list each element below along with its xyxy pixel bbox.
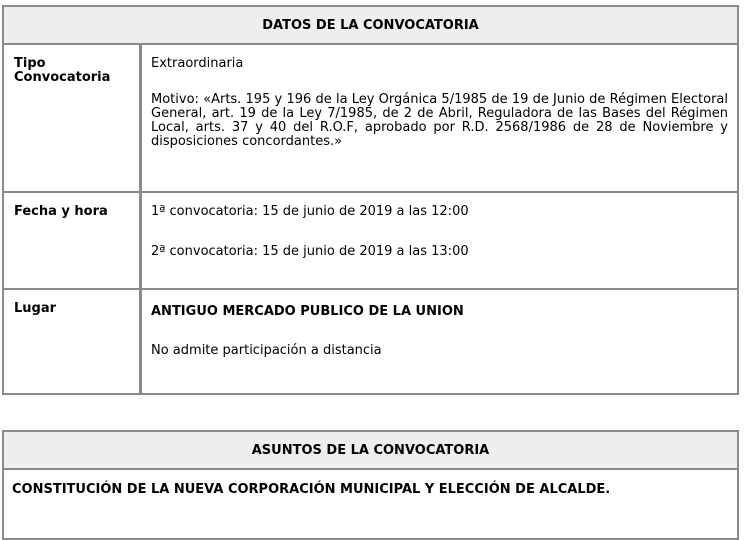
tipo-convocatoria-row (4, 45, 737, 193)
lugar-label: Lugar (4, 290, 142, 393)
lugar-content (142, 290, 737, 393)
datos-convocatoria-panel (2, 5, 739, 395)
segunda-convocatoria: 2ª convocatoria: 15 de junio de 2019 a las 13:00 (151, 244, 469, 259)
tipo-convocatoria-label (4, 45, 142, 191)
tipo-convocatoria-content (142, 45, 737, 191)
tipo-value: Extraordinaria (151, 56, 244, 71)
fecha-hora-label: Fecha y hora (4, 193, 142, 288)
lugar-name: ANTIGUO MERCADO PUBLICO DE LA UNION (151, 304, 464, 319)
datos-header: DATOS DE LA CONVOCATORIA (4, 7, 737, 45)
tipo-label-line2: Convocatoria (14, 70, 111, 85)
asuntos-header: ASUNTOS DE LA CONVOCATORIA (4, 432, 737, 470)
asuntos-convocatoria-panel (2, 430, 739, 540)
fecha-hora-row (4, 193, 737, 290)
asunto-item: CONSTITUCIÓN DE LA NUEVA CORPORACIÓN MUNICIPAL Y ELECCIÓN DE ALCALDE. (12, 482, 611, 497)
motivo-text: Motivo: «Arts. 195 y 196 de la Ley Orgánica 5/1985 de 19 de Junio de Régimen Electoral General, art. 19 de la Ley 7/1985, de 2 de Abril, Reguladora de las Bases del Régimen Local, arts. 37 y 40 del R.O.F, aprobado por R.D. 2568/1986 de 28 de Noviembre y disposiciones concordantes.» (151, 92, 728, 149)
tipo-label-line1: Tipo (14, 56, 46, 71)
lugar-note: No admite participación a distancia (151, 343, 382, 358)
lugar-row (4, 290, 737, 393)
primera-convocatoria: 1ª convocatoria: 15 de junio de 2019 a las 12:00 (151, 204, 469, 219)
fecha-hora-content (142, 193, 737, 288)
